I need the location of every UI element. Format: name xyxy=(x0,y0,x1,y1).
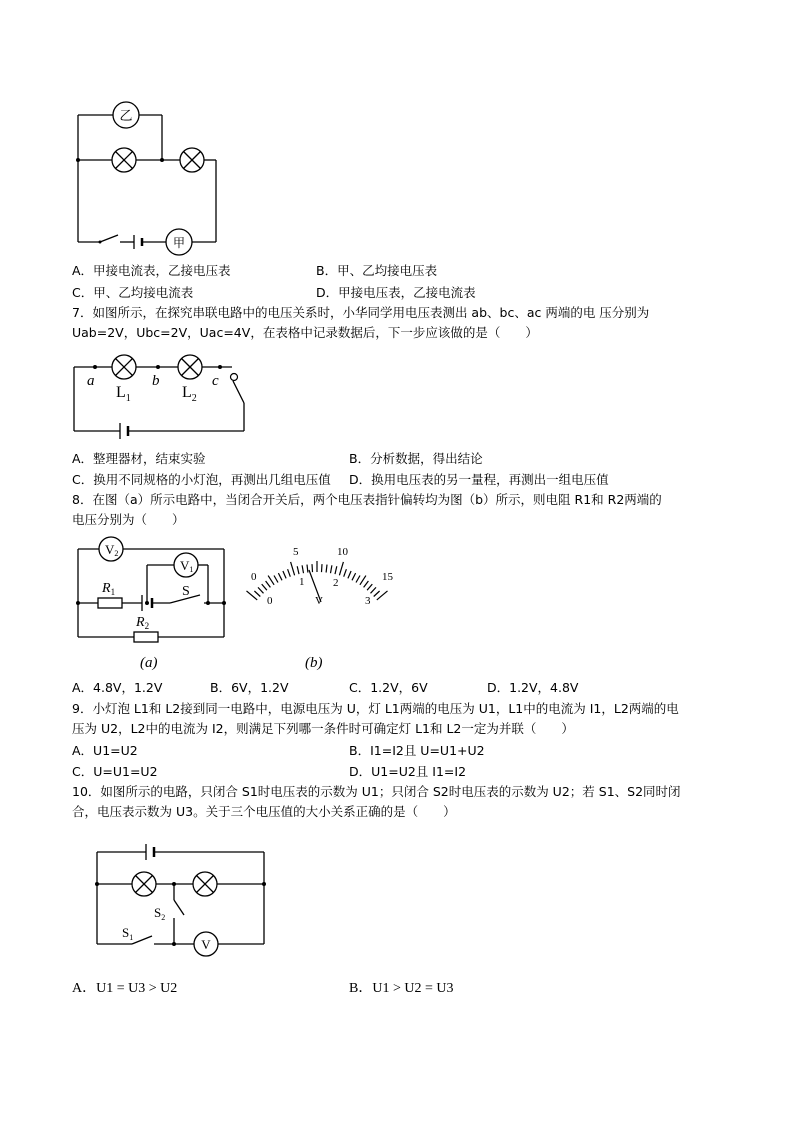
q10-option-b: B．U1 > U2 = U3 xyxy=(349,981,454,996)
dial-tick xyxy=(307,565,308,573)
svg-text:V1: V1 xyxy=(180,558,194,574)
dial-tick xyxy=(278,573,282,580)
point-c-label: c xyxy=(212,373,219,389)
q6-option-b: B．甲、乙均接电压表 xyxy=(316,263,438,278)
dial-tick xyxy=(335,566,337,574)
lamp-right-icon xyxy=(193,872,217,896)
dial-tick xyxy=(288,569,291,577)
dial-upper-0: 0 xyxy=(251,571,257,583)
dial-tick xyxy=(344,569,347,577)
voltmeter-v2-icon xyxy=(99,537,123,561)
dial-tick xyxy=(364,581,369,587)
figure-b-caption: (b) xyxy=(305,655,323,671)
dial-tick xyxy=(348,571,351,578)
r1-label: $R_1$ xyxy=(102,581,116,597)
battery-symbol xyxy=(134,235,142,249)
dial-tick xyxy=(262,584,267,590)
dial-lower-2: 2 xyxy=(333,577,339,589)
resistor-r1 xyxy=(98,598,122,608)
lamp-l1-label: $L_1$ xyxy=(116,384,131,404)
resistor-r2 xyxy=(134,632,158,642)
q7-circuit-diagram xyxy=(70,345,260,445)
q9-option-b: B．I1=I2且 U=U1+U2 xyxy=(349,743,485,758)
dial-unit-v: V xyxy=(315,595,323,607)
dial-tick xyxy=(258,587,264,593)
svg-text:V: V xyxy=(201,937,211,952)
dial-tick xyxy=(302,565,303,573)
q9-option-a: A．U1=U2 xyxy=(72,743,138,758)
q8-option-c: C．1.2V，6V xyxy=(349,680,428,695)
dial-upper-5: 5 xyxy=(293,546,299,558)
dial-tick xyxy=(291,562,295,575)
q7-option-b: B．分析数据，得出结论 xyxy=(349,451,483,466)
dial-upper-10: 10 xyxy=(337,546,348,558)
dial-tick xyxy=(331,565,332,573)
q9-stem-line-2: 压为 U2，L2中的电流为 I2，则满足下列哪一条件时可确定灯 L1和 L2一定为并联（ ） xyxy=(72,721,574,736)
q7-stem-line-1: 7．如图所示，在探究串联电路中的电压关系时，小华同学用电压表测出 ab、bc、ac 两端的电 压分别为 xyxy=(72,305,650,320)
battery-symbol xyxy=(120,423,128,439)
figure-a-caption: (a) xyxy=(140,655,158,671)
q8-option-a: A．4.8V，1.2V xyxy=(72,680,163,695)
dial-tick xyxy=(371,587,377,593)
switch-s1-label: $S_1$ xyxy=(122,925,134,942)
lamp-l1-icon xyxy=(112,355,136,379)
q6-option-a: A．甲接电流表，乙接电压表 xyxy=(72,263,231,278)
point-a-label: a xyxy=(87,373,95,389)
q6-circuit-diagram xyxy=(70,95,230,255)
battery-symbol xyxy=(146,844,154,860)
voltmeter-v1-icon xyxy=(174,553,198,577)
q8-option-d: D．1.2V，4.8V xyxy=(487,680,579,695)
dial-tick xyxy=(356,576,360,583)
dial-lower-3: 3 xyxy=(365,595,371,607)
q9-option-c: C．U=U1=U2 xyxy=(72,764,158,779)
q10-option-a: A．U1 = U3 > U2 xyxy=(72,981,178,996)
q10-circuit-diagram xyxy=(90,840,270,960)
dial-tick xyxy=(283,571,286,578)
voltmeter-icon xyxy=(194,932,218,956)
dial-tick xyxy=(367,584,372,590)
q7-option-c: C．换用不同规格的小灯泡，再测出几组电压值 xyxy=(72,472,331,487)
dial-lower-0: 0 xyxy=(267,595,273,607)
dial-tick xyxy=(322,564,323,572)
q8-voltmeter-dial-b xyxy=(245,540,405,675)
meter-jia-label: 甲 xyxy=(172,236,186,250)
q8-circuit-a-diagram xyxy=(72,535,232,675)
q6-option-c: C．甲、乙均接电流表 xyxy=(72,285,194,300)
lamp-left-icon xyxy=(132,872,156,896)
dial-tick xyxy=(266,581,271,587)
dial-tick xyxy=(312,564,313,572)
lamp-l2-label: $L_2$ xyxy=(182,384,197,404)
q10-stem-line-1: 10．如图所示的电路，只闭合 S1时电压表的示数为 U1；只闭合 S2时电压表的示数为 U2；若 S1、S2同时闭 xyxy=(72,784,681,799)
q10-stem-line-2: 合，电压表示数为 U3。关于三个电压值的大小关系正确的是（ ） xyxy=(72,804,456,819)
point-b-label: b xyxy=(152,373,160,389)
lamp-1-icon xyxy=(112,148,136,172)
q9-stem-line-1: 9．小灯泡 L1和 L2接到同一电路中，电源电压为 U，灯 L1两端的电压为 U1，L1中的电流为 I1，L2两端的电 xyxy=(72,701,679,716)
dial-tick xyxy=(297,566,299,574)
dial-upper-15: 15 xyxy=(382,571,393,583)
q6-option-d: D．甲接电压表，乙接电流表 xyxy=(316,285,476,300)
q9-option-d: D．U1=U2且 I1=I2 xyxy=(349,764,467,779)
q8-stem-line-1: 8．在图（a）所示电路中，当闭合开关后，两个电压表指针偏转均为图（b）所示，则电阻 R1和 R2两端的 xyxy=(72,492,662,507)
q8-stem-line-2: 电压分别为（ ） xyxy=(72,512,185,527)
switch-s-label: S xyxy=(182,584,190,599)
dial-tick xyxy=(339,562,343,575)
dial-tick xyxy=(268,576,274,585)
dial-tick xyxy=(374,591,380,597)
dial-tick xyxy=(360,576,366,585)
lamp-l2-icon xyxy=(178,355,202,379)
dial-tick xyxy=(352,573,356,580)
dial-tick xyxy=(326,565,327,573)
dial-lower-1: 1 xyxy=(299,576,305,588)
q7-option-d: D．换用电压表的另一量程，再测出一组电压值 xyxy=(349,472,609,487)
q8-option-b: B．6V，1.2V xyxy=(210,680,289,695)
dial-tick xyxy=(274,576,278,583)
r2-label: $R_2$ xyxy=(136,615,150,631)
switch-s2-label: $S_2$ xyxy=(154,905,166,922)
meter-yi-label: 乙 xyxy=(119,108,133,123)
q7-stem-line-2: Uab=2V，Ubc=2V，Uac=4V，在表格中记录数据后，下一步应该做的是（ ） xyxy=(72,325,538,340)
lamp-2-icon xyxy=(180,148,204,172)
q7-option-a: A．整理器材，结束实验 xyxy=(72,451,206,466)
svg-text:V2: V2 xyxy=(105,542,119,558)
dial-tick xyxy=(254,591,260,597)
